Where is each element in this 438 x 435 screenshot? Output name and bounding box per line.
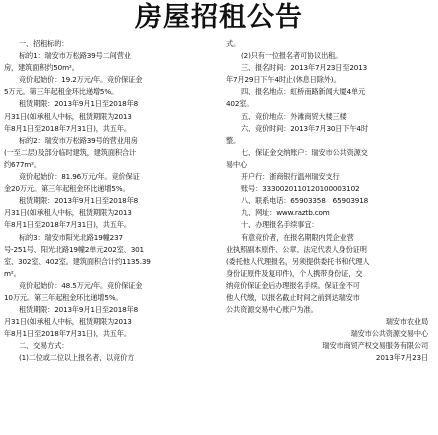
text-line: 金20万元。第三年起租金环比递增5%。: [4, 184, 130, 194]
text-line: 租赁期限：2013年9月1日至2018年8: [19, 305, 139, 315]
text-line: 年8月1日至2018年7月31日)，共五年。: [4, 123, 131, 133]
text-line: 5万元。第三年起租金环比递增5%。: [4, 87, 119, 97]
text-line: 10万元。第三年起租金环比递增5%。: [4, 292, 123, 302]
text-line: 标的3：瑞安市阳光北路19幢237: [19, 232, 123, 242]
text-line: 月31日(如承租人中标，租赁期限为2013: [4, 317, 132, 327]
text-line: 一、招租标的：: [19, 39, 69, 48]
text-line: 年8月1日至2018年7月31日)，共五年。: [4, 329, 131, 339]
text-line: 八、联系电话：65903358 65903918: [241, 196, 369, 206]
text-line: 业执照副本原件、公章、法定代表人身份证明: [226, 244, 367, 254]
text-line: 四、报名地点：虹桥南路新闻大厦4单元: [241, 87, 366, 97]
text-line: 租赁期限：2013年9月1日至2018年8: [19, 99, 139, 109]
text-line: 二、交易方式：: [19, 341, 69, 351]
text-line: 六、竞价时间：2013年7月30日下午4时: [241, 123, 368, 133]
signature-line: 瑞安市商贸产权交易服务有限公司: [322, 341, 428, 351]
text-line: 竞价起始价：48.5万元/年。竞价保证金: [19, 280, 143, 290]
text-line: m²。: [4, 268, 21, 278]
text-line: 纳竞价保证金后办理报名手续。保证金不可: [226, 280, 360, 290]
signature-line: 2013年7月23日: [375, 353, 428, 363]
text-line: 竞价起始价：19.2万元/年。竞价保证金: [19, 75, 143, 85]
text-line: 号-251号、阳光北路19幢2单元202室、301: [4, 244, 144, 254]
text-line: 年8月1日至2018年7月31日)，共五年。: [4, 220, 131, 230]
text-line: 身份证原件及复印件)，个人携带身份证，交: [226, 268, 363, 278]
text-line: 标的1：瑞安市万松路39号二间营业: [19, 51, 131, 61]
left-column: [4, 38, 210, 365]
text-line: 房，建筑面积约50m²。: [4, 63, 79, 73]
announcement-title: 房屋招租公告: [135, 2, 303, 33]
text-line: 402室。: [226, 99, 254, 109]
text-line: 月31日(如承租人中标，租赁期限为2013: [4, 208, 132, 218]
text-line: 公共资源交易中心账户为准。: [226, 305, 318, 315]
text-line: (一至二层)及部分临时建筑，建筑面积合计: [4, 147, 136, 157]
text-line: 月31日(如承租人中标，租赁期限为2013: [4, 111, 132, 121]
text-line: 竞价起始价：81.96万元/年。竞价保证: [19, 172, 140, 182]
text-line: 七、保证金交纳账户：瑞安市公共资源交: [241, 147, 368, 157]
text-line: 室、302室、402室。建筑面积合计约1135.39: [4, 256, 151, 266]
signature-line: 瑞安市公共资源交易中心: [350, 329, 428, 339]
text-line: 整。: [226, 135, 241, 145]
text-line: 式。: [226, 39, 241, 48]
text-line: 租赁期限：2013年9月1日至2018年8: [19, 196, 139, 206]
text-line: 开户行：浙商银行温州瑞安支行: [241, 172, 340, 182]
text-line: 有意竞价者，在报名期限内凭企业营: [241, 232, 354, 242]
text-line: 三、报名时间：2013年7月23日至2013: [241, 63, 368, 73]
text-line: 易中心: [226, 159, 248, 169]
text-line: 五、竞价地点：外滩商贸大楼三楼: [241, 111, 347, 121]
text-line: 标的2：瑞安市万松路39号的营业用房: [19, 135, 138, 145]
text-line: 账号：3330020110120100003102: [241, 184, 360, 194]
text-line: (2)只有一位报名者可协议出租。: [241, 51, 343, 61]
text-line: 九、网址：www.raztb.com: [241, 208, 330, 218]
right-column: [226, 38, 434, 365]
text-line: 约677m²。: [4, 159, 41, 169]
text-line: (1)二位或二位以上报名者，以竞价方: [19, 353, 135, 363]
text-line: 他人代缴，以报名截止时间之前到达瑞安市: [226, 292, 360, 302]
text-line: (委托他人代理报名，另须提供委托书和代理人: [226, 256, 370, 266]
text-line: 年7月29日下午4时止(休息日除外)。: [226, 75, 341, 85]
signature-line: 瑞安市农业局: [385, 317, 428, 327]
text-line: 十、办理报名手续事宜：: [241, 220, 319, 230]
